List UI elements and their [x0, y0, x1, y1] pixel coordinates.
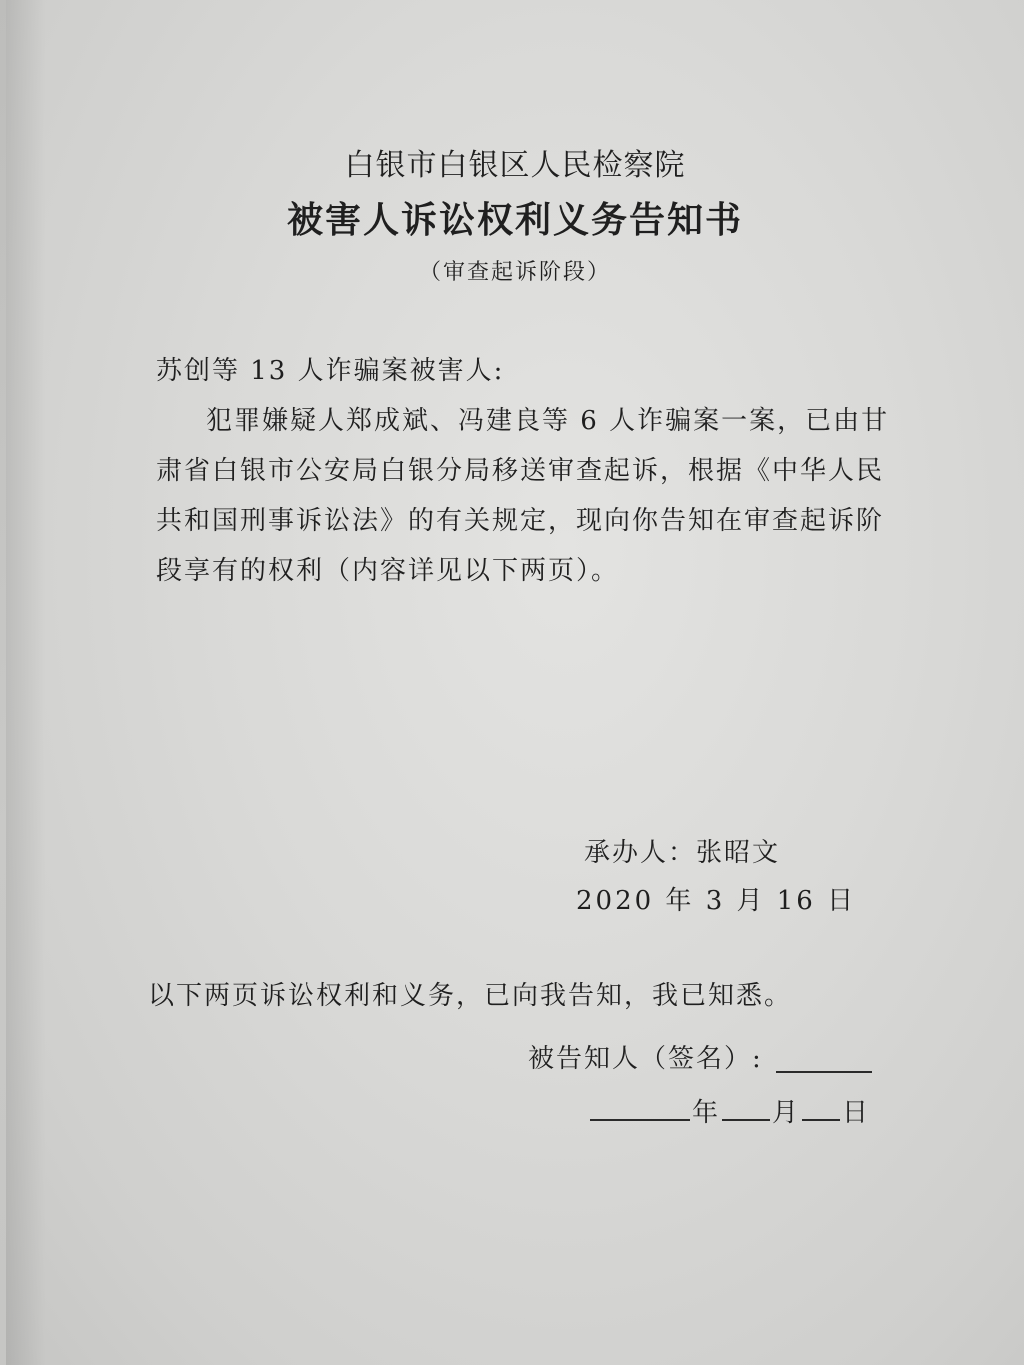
day-blank — [802, 1093, 840, 1121]
sign-date-line — [588, 1092, 870, 1129]
addressee: 苏创等 13 人诈骗案被害人: — [156, 356, 505, 386]
paragraph-line-4: 段享有的权利（内容详见以下两页）。 — [156, 556, 620, 586]
year-blank — [590, 1093, 690, 1121]
day-label: 日 — [842, 1098, 871, 1128]
signer-label: 被告知人（签名）: — [528, 1044, 763, 1074]
acknowledgement-statement: 以下两页诉讼权利和义务，已向我告知，我已知悉。 — [148, 981, 793, 1011]
procuratorate-name: 白银市白银区人民检察院 — [344, 148, 686, 183]
paragraph-line-2: 肃省白银市公安局白银分局移送审查起诉，根据《中华人民 — [156, 456, 885, 486]
document-stage: （审查起诉阶段） — [418, 260, 611, 285]
handler-name: 承办人：张昭文 — [584, 838, 781, 868]
year-label: 年 — [692, 1098, 721, 1128]
issue-date: 2020 年 3 月 16 日 — [576, 886, 857, 916]
paragraph-line-1: 犯罪嫌疑人郑成斌、冯建良等 6 人诈骗案一案，已由甘 — [206, 406, 890, 436]
signature-line — [776, 1071, 872, 1073]
document-paper — [6, 0, 1024, 1365]
paragraph-line-3: 共和国刑事诉讼法》的有关规定，现向你告知在审查起诉阶 — [156, 506, 885, 536]
month-blank — [722, 1093, 770, 1121]
document-title: 被害人诉讼权利义务告知书 — [286, 200, 743, 241]
month-label: 月 — [772, 1098, 801, 1128]
